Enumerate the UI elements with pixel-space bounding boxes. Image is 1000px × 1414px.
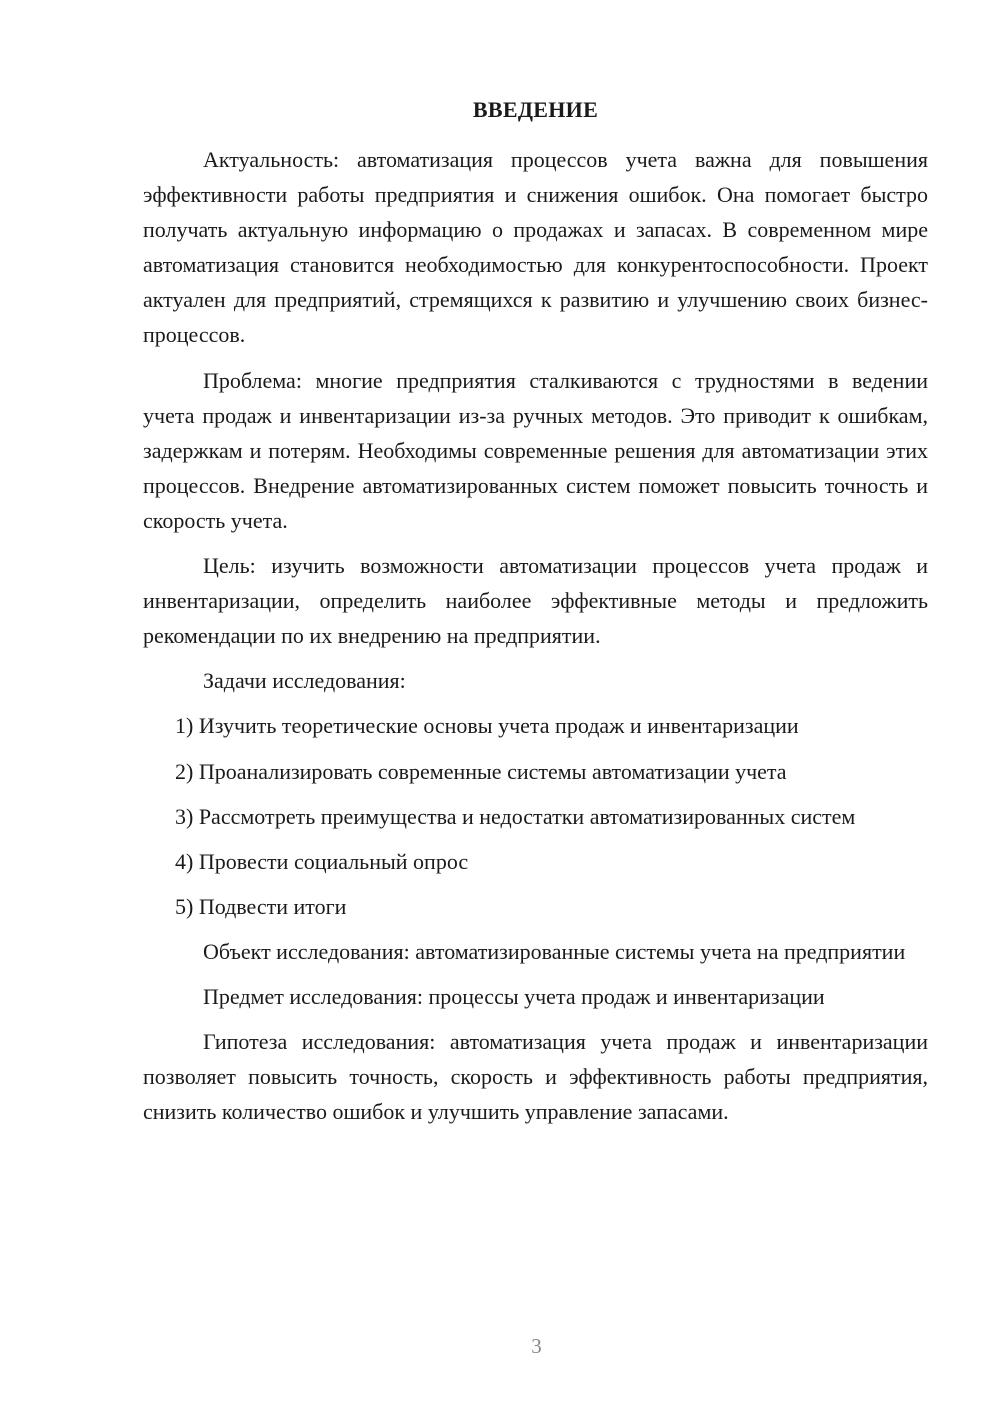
task-item-1: 1) Изучить теоретические основы учета продаж и инвентаризации xyxy=(175,713,799,739)
paragraph-subject: Предмет исследования: процессы учета продаж и инвентаризации xyxy=(203,983,825,1009)
task-item-2: 2) Проанализировать современные системы автоматизации учета xyxy=(175,758,787,784)
section-title: ВВЕДЕНИЕ xyxy=(472,97,599,122)
paragraph-goal: Цель: изучить возможности автоматизации процессов учета продаж и инвентаризации, определить наиболее эффективные методы и предложить рекомендации по их внедрению на предприятии. xyxy=(143,553,928,649)
task-item-5: 5) Подвести итоги xyxy=(175,893,347,919)
page-number: 3 xyxy=(531,1334,542,1358)
paragraph-hypothesis: Гипотеза исследования: автоматизация учета продаж и инвентаризации позволяет повысить точность, скорость и эффективность работы предприятия, снизить количество ошибок и улучшить управление запасами. xyxy=(143,1029,928,1125)
paragraph-tasks-heading: Задачи исследования: xyxy=(203,668,406,694)
document-page xyxy=(143,92,928,1139)
paragraph-object: Объект исследования: автоматизированные системы учета на предприятии xyxy=(203,938,906,964)
paragraph-problem: Проблема: многие предприятия сталкиваются с трудностями в ведении учета продаж и инвентаризации из-за ручных методов. Это приводит к ошибкам, задержкам и потерям. Необходимы современные решения для автоматизации этих процессов. Внедрение автоматизированных систем поможет повысить точность и скорость учета. xyxy=(143,367,928,533)
paragraph-relevance: Актуальность: автоматизация процессов учета важна для повышения эффективности работы предприятия и снижения ошибок. Она помогает быстро получать актуальную информацию о продажах и запасах. В современном мире автоматизация становится необходимостью для конкурентоспособности. Проект актуален для предприятий, стремящихся к развитию и улучшению своих бизнес-процессов. xyxy=(143,147,928,348)
task-item-3: 3) Рассмотреть преимущества и недостатки автоматизированных систем xyxy=(175,803,856,829)
task-item-4: 4) Провести социальный опрос xyxy=(175,848,469,874)
